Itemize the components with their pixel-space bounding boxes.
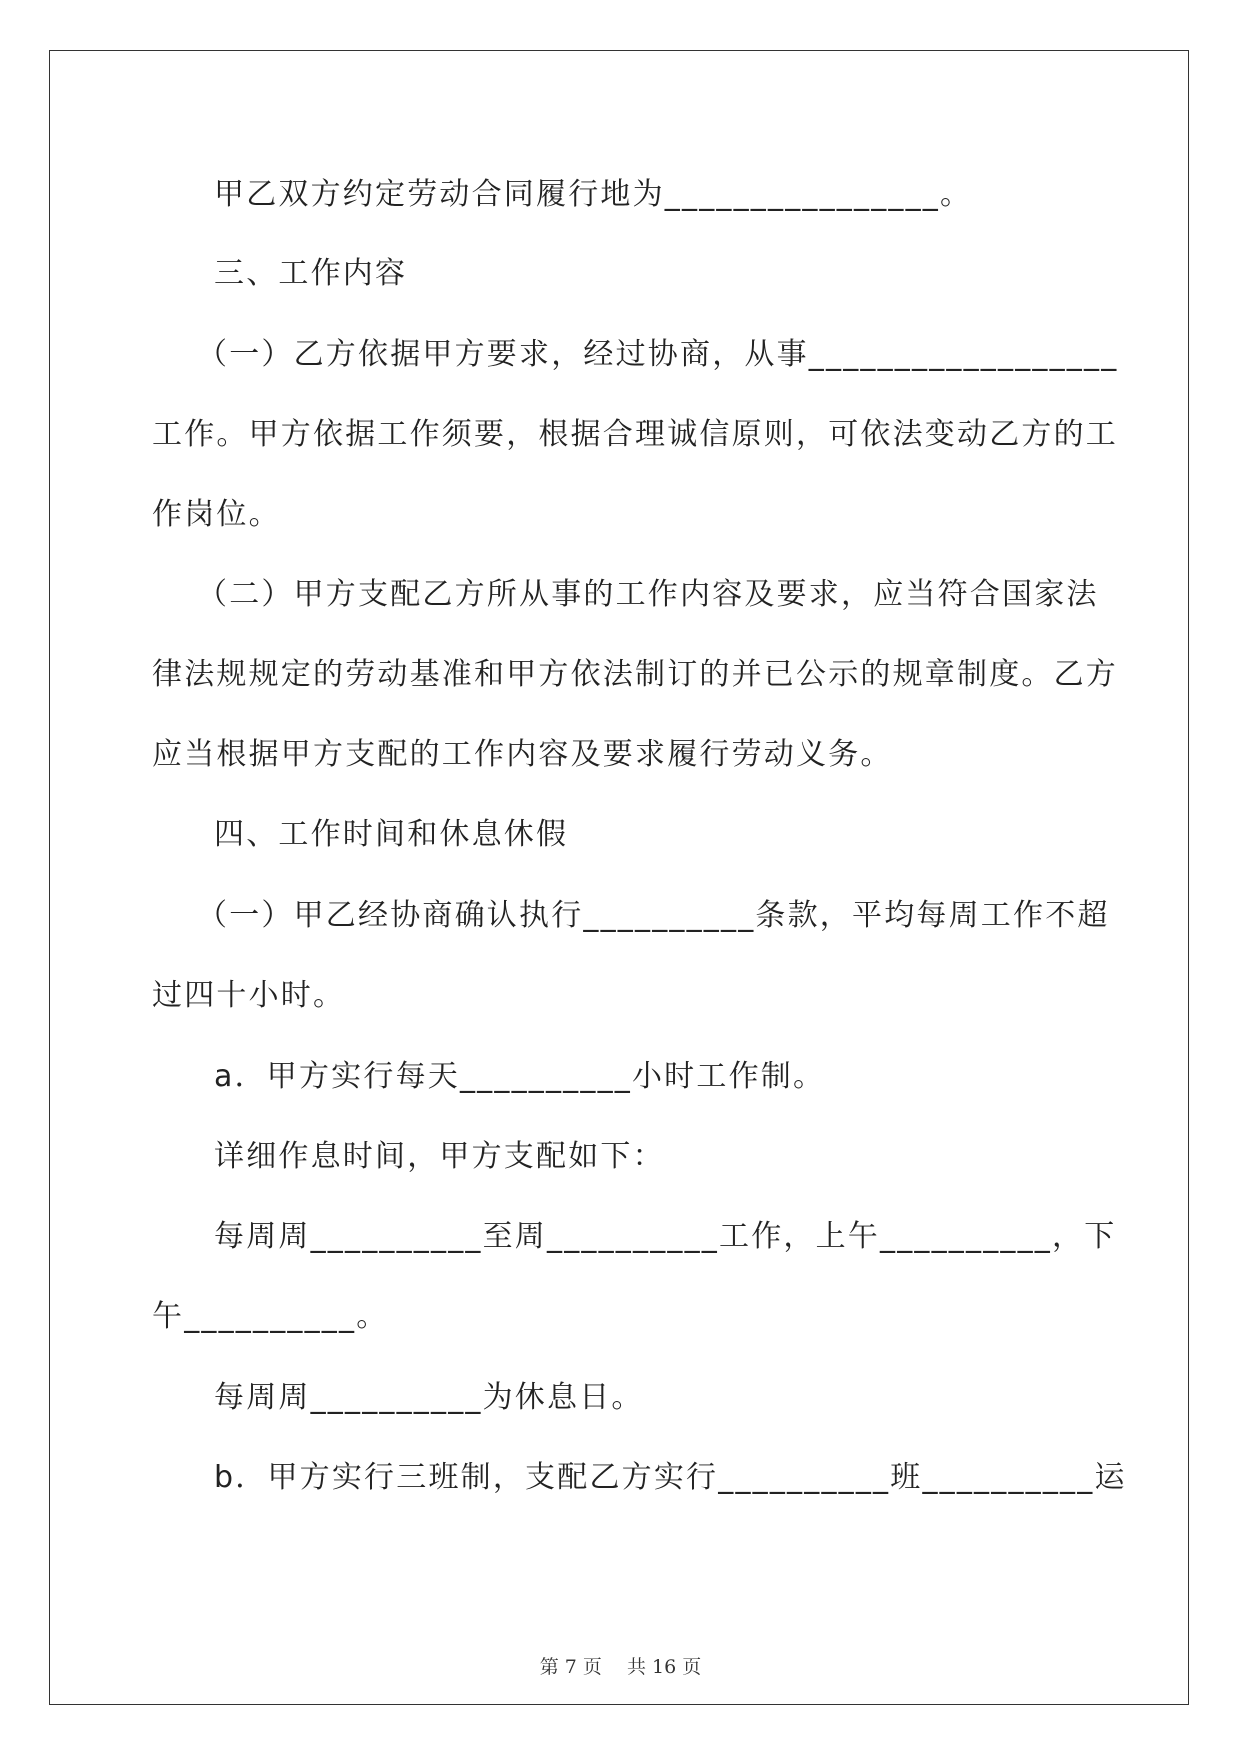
paragraph-line-13: 详细作息时间，甲方支配如下： (214, 1139, 665, 1174)
paragraph-line-3: （一）乙方依据甲方要求，经过协商，从事__________________ (197, 337, 1119, 372)
paragraph-line-16: 每周周__________为休息日。 (214, 1380, 644, 1415)
paragraph-line-10: （一）甲乙经协商确认执行__________条款，平均每周工作不超 (197, 898, 1110, 933)
page-number-footer: 第 7 页 共 16 页 (539, 1656, 702, 1678)
paragraph-line-1: 甲乙双方约定劳动合同履行地为________________。 (214, 177, 973, 212)
paragraph-line-15: 午__________。 (152, 1299, 389, 1334)
paragraph-line-5: 作岗位。 (152, 497, 281, 532)
paragraph-line-17: b．甲方实行三班制，支配乙方实行__________班__________运 (214, 1460, 1127, 1495)
paragraph-line-4: 工作。甲方依据工作须要，根据合理诚信原则，可依法变动乙方的工 (152, 417, 1118, 452)
paragraph-line-14: 每周周__________至周__________工作，上午__________，下 (214, 1219, 1117, 1254)
paragraph-line-8: 应当根据甲方支配的工作内容及要求履行劳动义务。 (152, 737, 893, 772)
page-border (49, 50, 1189, 1705)
paragraph-line-12: a．甲方实行每天__________小时工作制。 (214, 1059, 826, 1094)
section-heading-4: 四、工作时间和休息休假 (214, 817, 569, 852)
paragraph-line-11: 过四十小时。 (152, 978, 346, 1013)
section-heading-3: 三、工作内容 (214, 256, 408, 291)
paragraph-line-6: （二）甲方支配乙方所从事的工作内容及要求，应当符合国家法 (197, 577, 1099, 612)
paragraph-line-7: 律法规规定的劳动基准和甲方依法制订的并已公示的规章制度。乙方 (152, 657, 1118, 692)
